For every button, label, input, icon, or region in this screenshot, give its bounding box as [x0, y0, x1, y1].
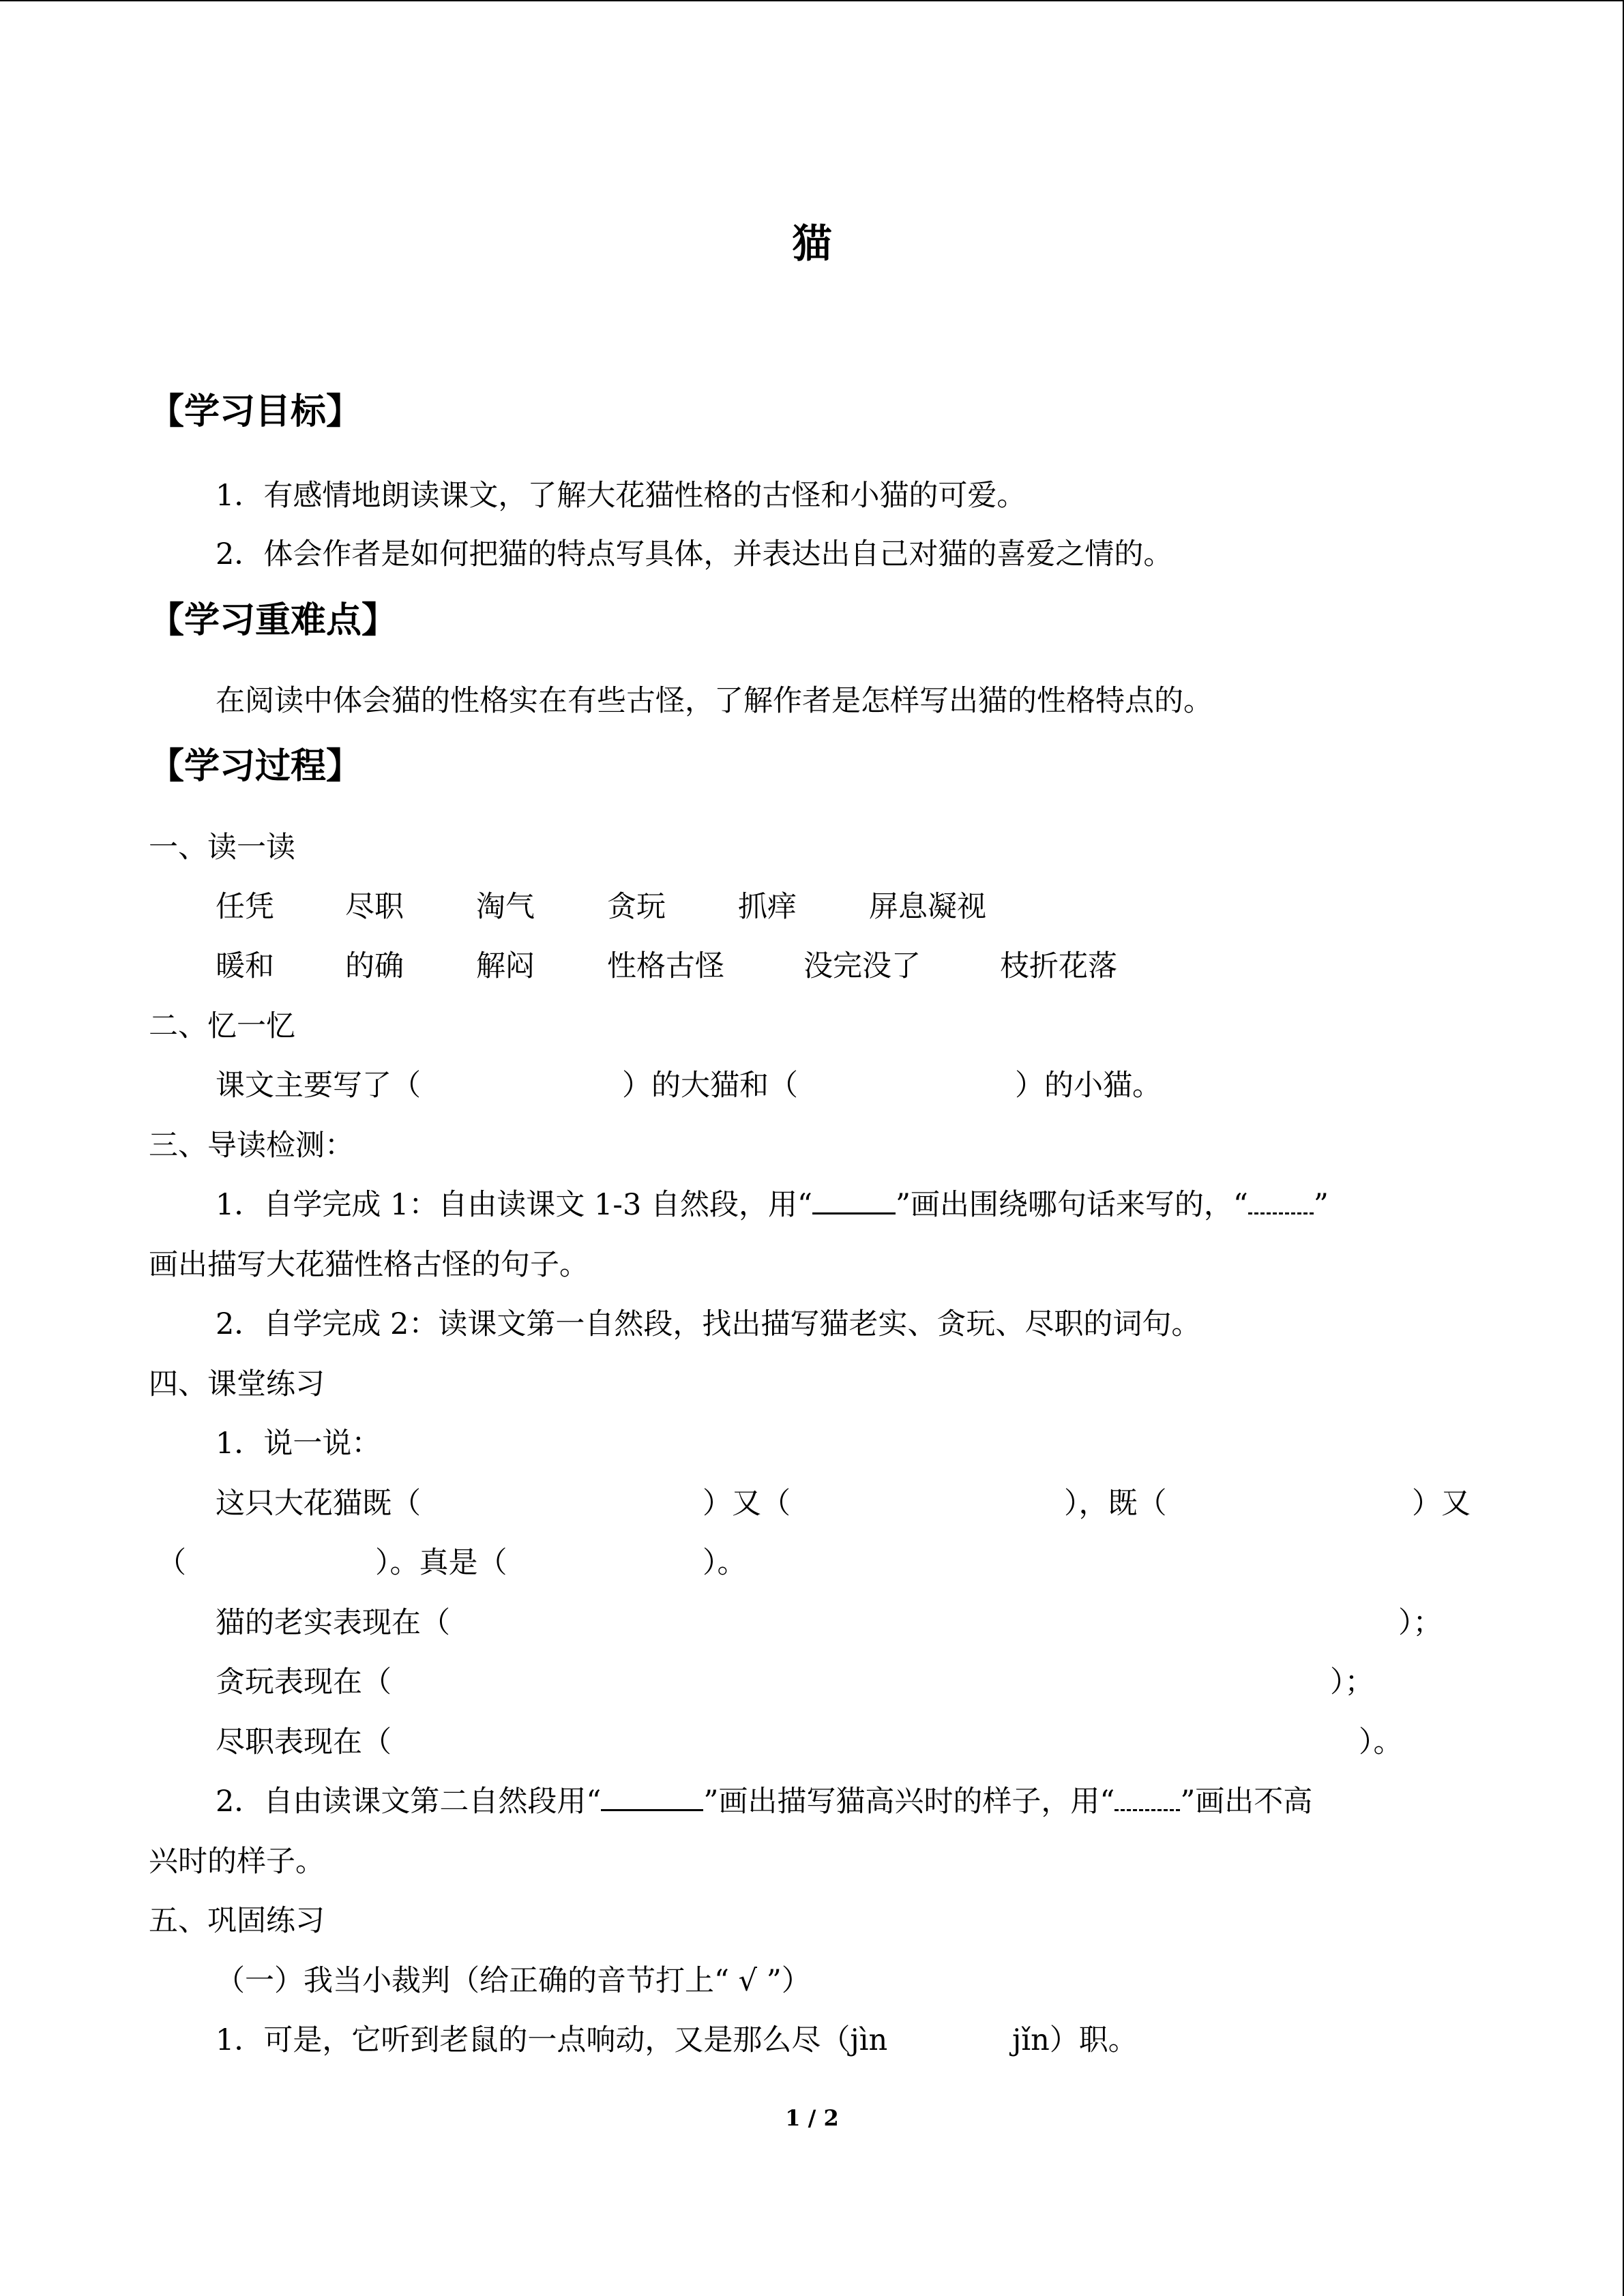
goal-item-2: 2．体会作者是如何把猫的特点写具体，并表达出自己对猫的喜爱之情的。	[216, 537, 1173, 571]
recall-text: 课文主要写了（	[216, 1069, 421, 1103]
guide-item-2: 2．自学完成 2：读课文第一自然段，找出描写猫老实、贪玩、尽职的词句。	[216, 1307, 1201, 1341]
practice-sub-1: 1．说一说：	[216, 1427, 381, 1461]
guide-item-1	[216, 1188, 1329, 1222]
practice-sub-2-part: 2．自由读课文第二自然段用“	[216, 1785, 602, 1819]
read-word: 尽职	[345, 890, 404, 924]
straight-underline-mark	[812, 1212, 896, 1214]
page-title: 猫	[792, 220, 832, 267]
fill-text: ）；	[1330, 1665, 1374, 1699]
read-word: 任凭	[216, 890, 274, 924]
consolidate-label: 五、巩固练习	[149, 1904, 325, 1938]
read-word: 性格古怪	[607, 949, 724, 983]
practice-sub-2-part: ”画出不高	[1180, 1785, 1313, 1819]
practice-sub-2	[216, 1787, 1312, 1817]
fill-text: 这只大花猫既（	[216, 1487, 421, 1521]
question-text: jǐn）职。	[1012, 2023, 1138, 2057]
recall-label: 二、忆一忆	[149, 1009, 295, 1043]
practice-label: 四、课堂练习	[149, 1367, 325, 1401]
recall-text: ）的大猫和（	[622, 1069, 798, 1103]
fill-text: （	[157, 1546, 186, 1580]
fill-text: ）。	[1359, 1725, 1403, 1759]
goal-item-1: 1．有感情地朗读课文，了解大花猫性格的古怪和小猫的可爱。	[216, 479, 1027, 513]
read-word: 枝折花落	[1000, 949, 1117, 983]
wavy-underline-mark	[1248, 1212, 1314, 1214]
read-label: 一、读一读	[149, 831, 295, 865]
fill-text: ），既（	[1064, 1487, 1167, 1521]
fill-text: 贪玩表现在（	[216, 1665, 392, 1699]
read-word: 抓痒	[738, 890, 797, 924]
read-word: 解闷	[476, 949, 535, 983]
practice-sub-2-part: ”画出描写猫高兴时的样子，用“	[703, 1785, 1115, 1819]
guide-item-1-continued: 画出描写大花猫性格古怪的句子。	[149, 1248, 589, 1282]
keypoints-text: 在阅读中体会猫的性格实在有些古怪，了解作者是怎样写出猫的性格特点的。	[216, 684, 1213, 718]
read-word: 屏息凝视	[869, 890, 986, 924]
fill-text: ）又	[1412, 1487, 1471, 1521]
recall-text: ）的小猫。	[1015, 1069, 1162, 1103]
goals-heading: 【学习目标】	[149, 391, 362, 432]
read-word: 贪玩	[607, 890, 666, 924]
guide-item-1-part: ”画出围绕哪句话来写的，“	[895, 1188, 1248, 1222]
process-heading: 【学习过程】	[149, 746, 362, 787]
question-text: 1．可是，它听到老鼠的一点响动，又是那么尽（jìn	[216, 2023, 888, 2057]
consolidate-sub-1: （一）我当小裁判（给正确的音节打上“ √ ”）	[216, 1964, 811, 1998]
guide-item-1-part: 1．自学完成 1：自由读课文 1-3 自然段，用“	[216, 1188, 812, 1222]
read-word: 没完没了	[803, 949, 921, 983]
fill-text: ）；	[1398, 1606, 1443, 1640]
guide-item-1-part: ”	[1313, 1188, 1329, 1222]
read-word: 的确	[345, 949, 404, 983]
fill-text: ）又（	[703, 1487, 791, 1521]
read-word: 淘气	[476, 890, 535, 924]
guide-label: 三、导读检测：	[149, 1129, 354, 1163]
fill-text: 猫的老实表现在（	[216, 1606, 450, 1640]
page-number: 1 / 2	[785, 2105, 839, 2131]
read-word: 暖和	[216, 949, 274, 983]
fill-text: ）。真是（	[375, 1546, 507, 1580]
keypoints-heading: 【学习重难点】	[149, 600, 398, 641]
straight-underline-mark	[601, 1809, 703, 1811]
practice-sub-2-continued: 兴时的样子。	[149, 1845, 325, 1879]
fill-text: ）。	[703, 1546, 747, 1580]
wavy-underline-mark	[1114, 1809, 1180, 1811]
fill-text: 尽职表现在（	[216, 1725, 392, 1759]
